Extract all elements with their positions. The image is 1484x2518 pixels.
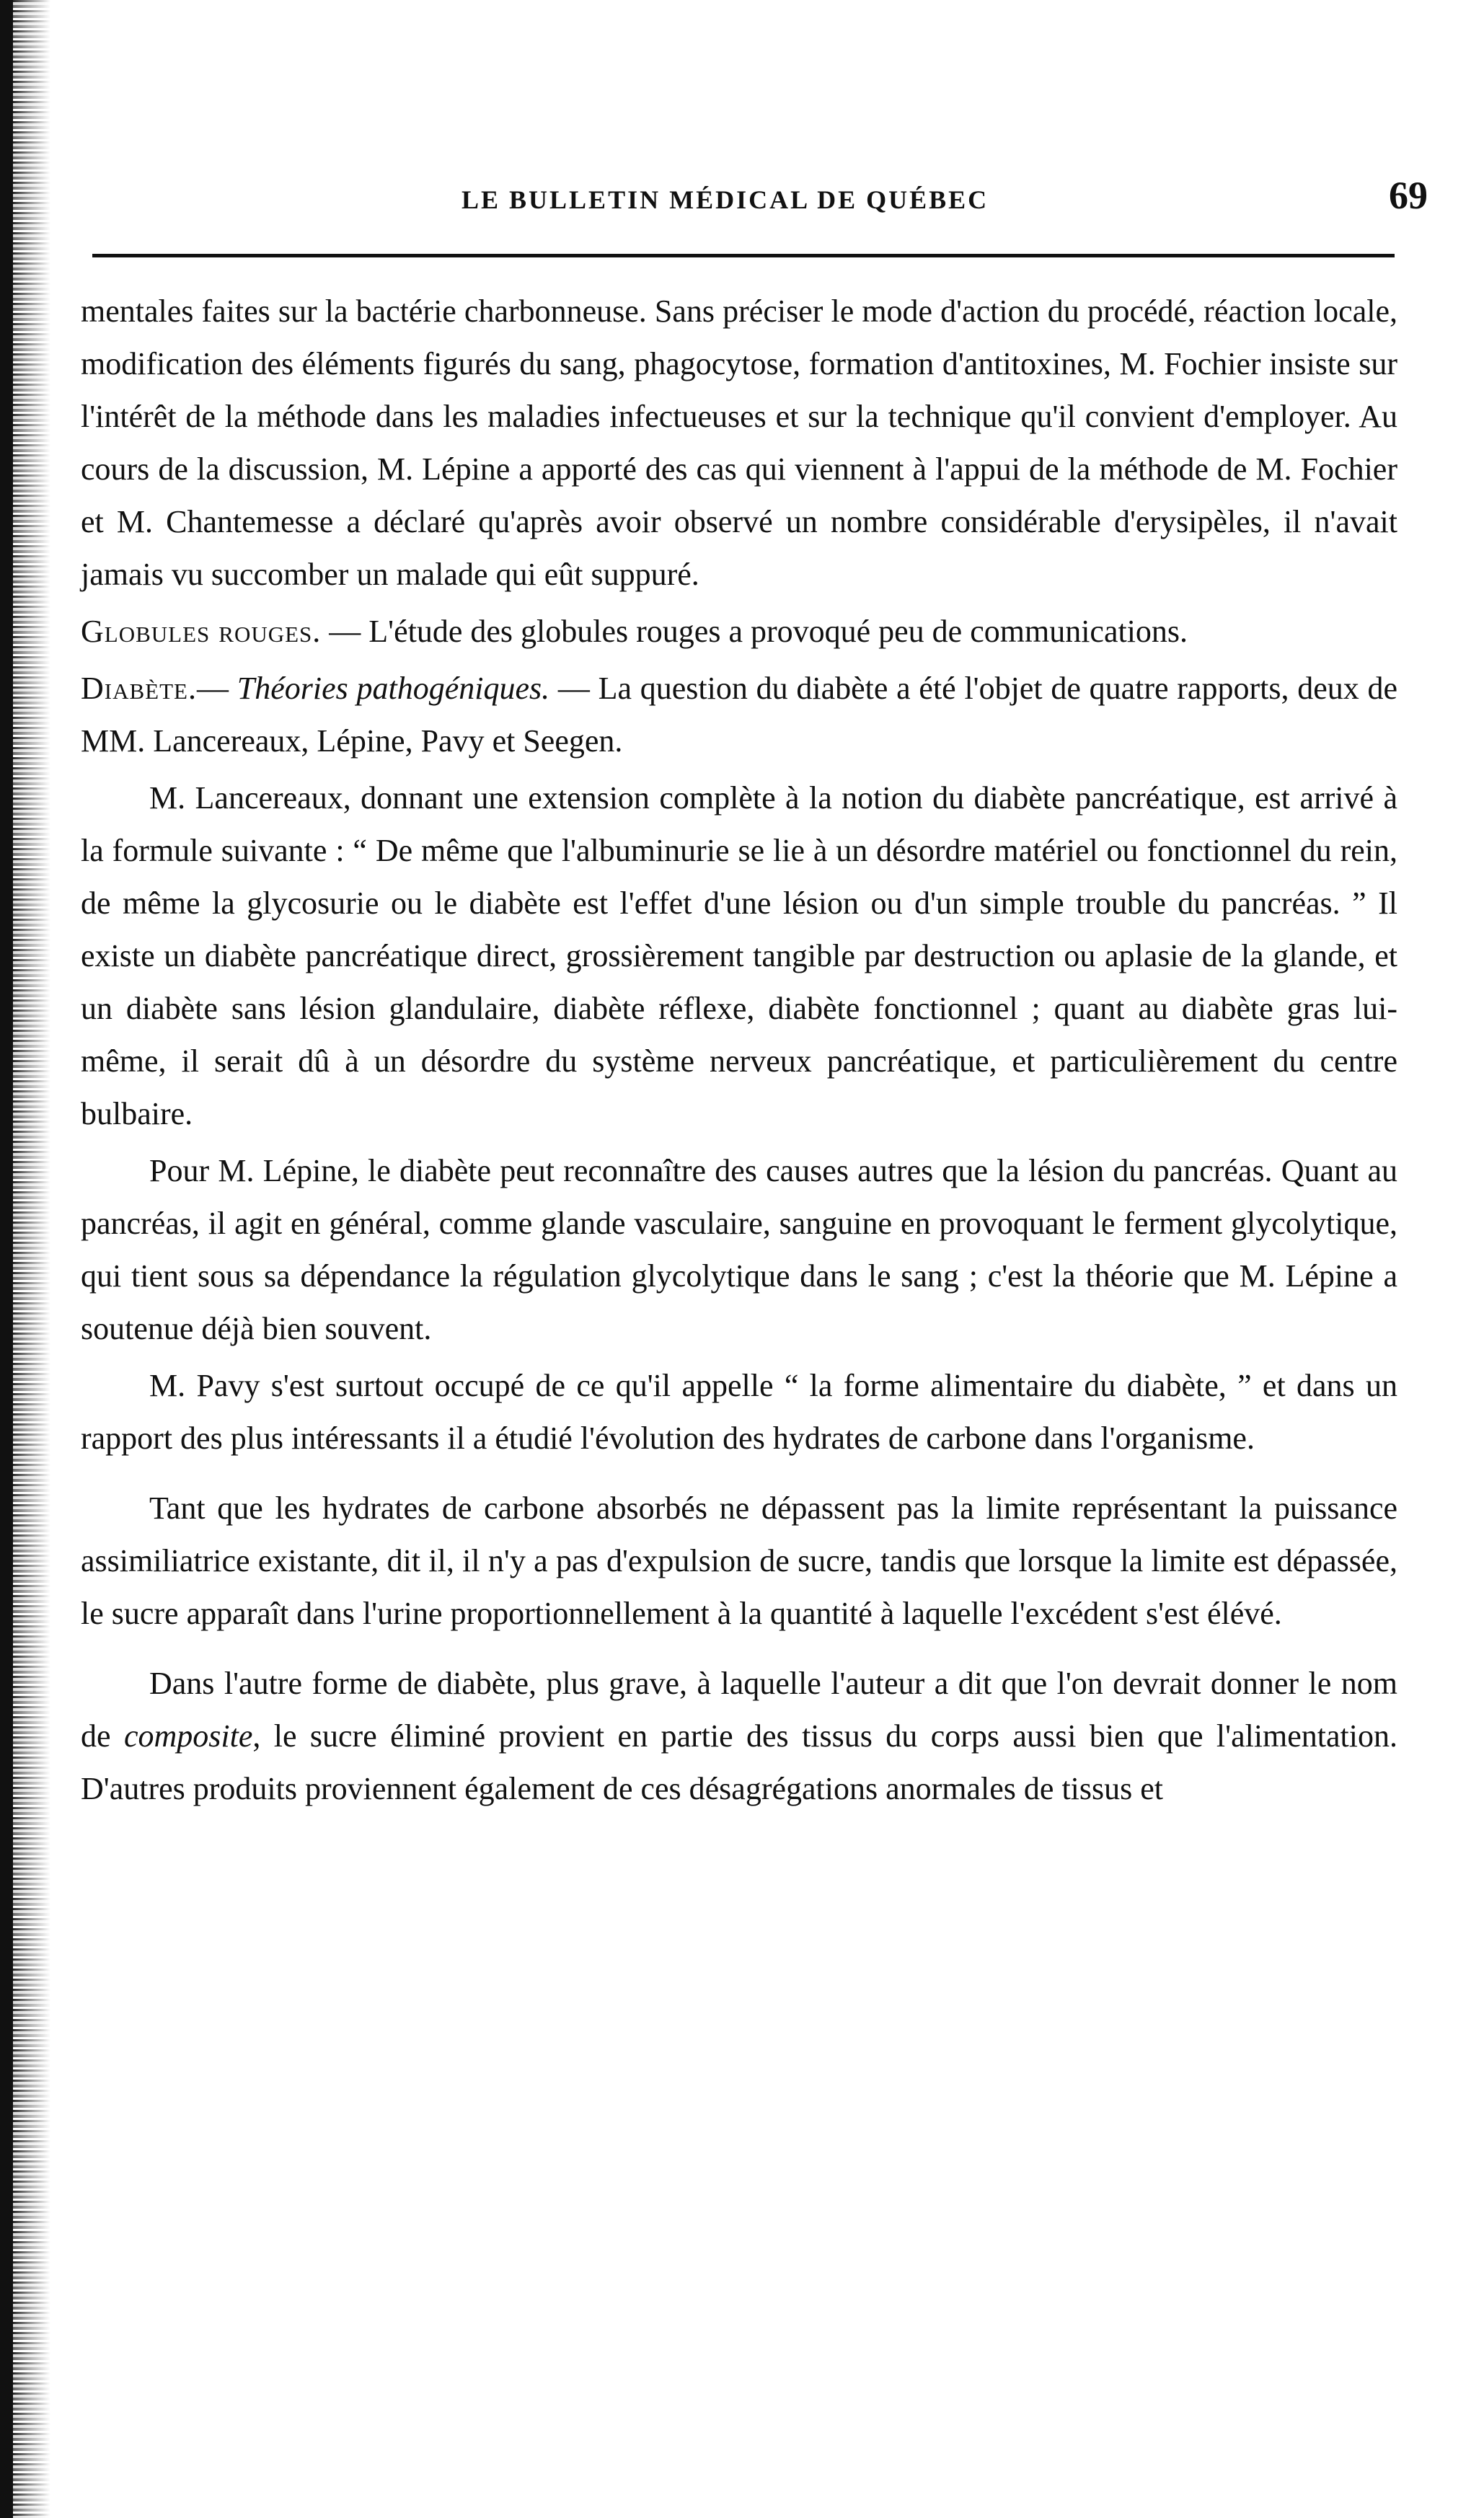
paragraph-lancereaux: M. Lancereaux, donnant une extension complète à la notion du diabète pancréatique, est arrivé à la formule suivante : “ De même que l'albuminurie se lie à un désordre matériel ou fonctionnel du rein, de même la glycosurie ou le diabète est l'effet d'une lésion ou d'un simple trouble du pancréas. ” Il existe un diabète pancréatique direct, grossièrement tangible par destruction ou aplasie de la glande, et un diabète sans lésion glandulaire, diabète réflexe, diabète fonctionnel ; quant au diabète gras lui-même, il serait dû à un désordre du système nerveux pancréatique, et particulièrement du centre bulbaire. [81, 780, 1397, 1131]
paragraph-globules-rouges-text: — L'étude des globules rouges a provoqué peu de communications. [321, 614, 1188, 649]
paragraph-1: mentales faites sur la bactérie charbonneuse. Sans préciser le mode d'action du procédé, réaction locale, modification des éléments figurés du sang, phagocytose, formation d'antitoxines, M. Fochier insiste sur l'intérêt de la méthode dans les maladies infectueuses et sur la technique qu'il convient d'employer. Au cours de la discussion, M. Lépine a apporté des cas qui viennent à l'appui de la méthode de M. Fochier et M. Chantemesse a déclaré qu'après avoir observé un nombre considérable d'erysipèles, il n'avait jamais vu succomber un malade qui eût suppuré. [81, 293, 1397, 592]
page-number: 69 [1389, 174, 1428, 217]
page-binding-edge [0, 0, 13, 2518]
body-text [81, 285, 1397, 1815]
paragraph-hydrates: Tant que les hydrates de carbone absorbés ne dépassent pas la limite représentant la puissance assimiliatrice existante, dit il, il n'y a pas d'expulsion de sucre, tandis que lorsque la limite est dépassée, le sucre apparaît dans l'urine proportionnellement à la quantité à laquelle l'excédent s'est élévé. [81, 1490, 1397, 1631]
section-label-globules-rouges: Globules rouges. [81, 614, 322, 649]
diabete-subtitle: Théories pathogéniques. [237, 671, 550, 706]
composite-term: composite [123, 1718, 253, 1754]
page-header [87, 173, 1428, 224]
paragraph-globules-rouges [81, 605, 1397, 658]
paragraph-lepine: Pour M. Lépine, le diabète peut reconnaître des causes autres que la lésion du pancréas. Quant au pancréas, il agit en général, comme glande vasculaire, sanguine en provoquant le ferment glycolytique, qui tient sous sa dépendance la régulation glycolytique dans le sang ; c'est la théorie que M. Lépine a soutenue déjà bien souvent. [81, 1153, 1397, 1346]
paragraph-forme-composite-end: , le sucre éliminé provient en partie des tissus du corps aussi bien que l'alimentation. D'autres produits proviennent également de ces désagrégations anormales de tissus et [81, 1718, 1397, 1806]
paragraph-pavy: M. Pavy s'est surtout occupé de ce qu'il appelle “ la forme alimentaire du diabète, ” et dans un rapport des plus intéressants il a étudié l'évolution des hydrates de carbone dans l'organisme. [81, 1368, 1397, 1456]
running-title: LE BULLETIN MÉDICAL DE QUÉBEC [461, 185, 989, 214]
header-rule [92, 254, 1395, 257]
section-label-diabete: Diabète. [81, 671, 197, 706]
paragraph-diabete [81, 662, 1397, 767]
paragraph-forme-composite [81, 1657, 1397, 1815]
paragraph-diabete-text: — La question du diabète a été l'objet de quatre rapports, deux de MM. Lancereaux, Lépine, Pavy et Seegen. [81, 671, 1398, 759]
diabete-dash: — [196, 671, 237, 706]
paragraph-forme-composite-start: Dans l'autre forme de diabète, plus grave, à laquelle l'auteur a dit que l'on devrait donner le nom de [81, 1666, 1397, 1754]
